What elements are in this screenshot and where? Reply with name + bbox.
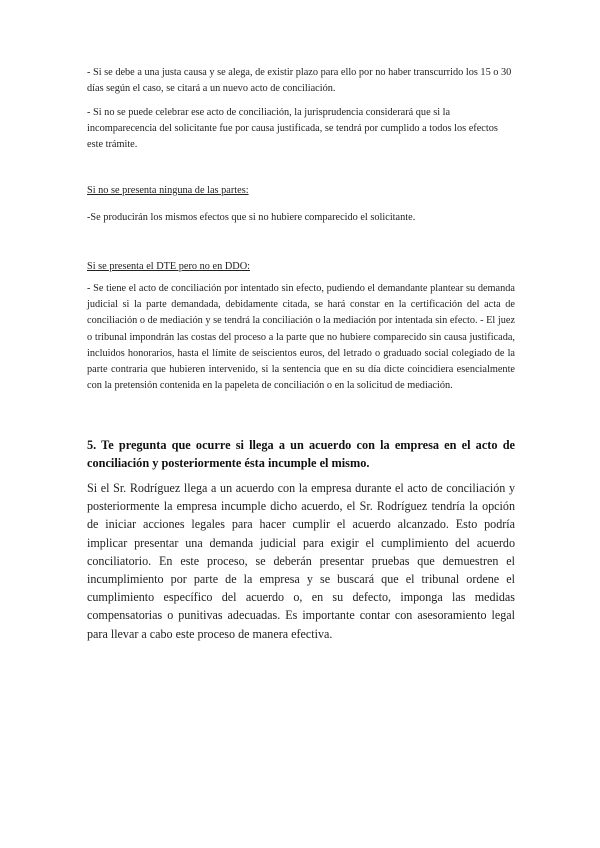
- paragraph-justa-causa: - Si se debe a una justa causa y se alega, de existir plazo para ello por no haber transcurrido los 15 o 30 días según el caso, se citará a un nuevo acto de conciliación.: [87, 67, 512, 95]
- subheading-ninguna-parte: Si no se presenta ninguna de las partes:: [87, 185, 249, 196]
- question-5-heading: 5. Te pregunta que ocurre si llega a un acuerdo con la empresa en el acto de conciliación y posteriormente ésta incumple el mismo.: [87, 438, 515, 470]
- paragraph-no-celebrar: - Si no se puede celebrar ese acto de conciliación, la jurisprudencia considerará que si la incomparecencia del solicitante fue por causa justificada, se tendrá por cumplido a todos los efectos este trámite.: [87, 107, 498, 151]
- paragraph-mismos-efectos: -Se producirán los mismos efectos que si no hubiere comparecido el solicitante.: [87, 212, 416, 223]
- question-5-answer: Si el Sr. Rodríguez llega a un acuerdo con la empresa durante el acto de conciliación y posteriormente la empresa incumple dicho acuerdo, el Sr. Rodríguez tendría la opción de iniciar acciones legales para hacer cumplir el acuerdo alcanzado. Esto podría implicar presentar una demanda judicial para exigir el cumplimiento del acuerdo conciliatorio. En este proceso, se deberán presentar pruebas que demuestren el incumplimiento por parte de la empresa y se buscará que el tribunal ordene el cumplimiento específico del acuerdo o, en su defecto, imponga las medidas compensatorias o punitivas adecuadas. Es importante contar con asesoramiento legal para llevar a cabo este proceso de manera efectiva.: [87, 481, 515, 641]
- subheading-dte-no-ddo: Si se presenta el DTE pero no en DDO:: [87, 261, 250, 272]
- paragraph-sin-efecto: - Se tiene el acto de conciliación por intentado sin efecto, pudiendo el demandante plantear su demanda judicial si la parte demandada, debidamente citada, se hará constar en la certificación del acta de conciliación o de mediación y se tendrá la conciliación o la mediación por intentada sin efecto. - El juez o tribunal impondrán las costas del proceso a la parte que no hubiere comparecido sin causa justificada, incluidos honorarios, hasta el límite de seiscientos euros, del letrado o graduado social colegiado de la parte contraria que hubieren intervenido, si la sentencia que en su día dicte coincidiera esencialmente con la pretensión contenida en la papeleta de conciliación o en la solicitud de mediación.: [87, 283, 516, 392]
